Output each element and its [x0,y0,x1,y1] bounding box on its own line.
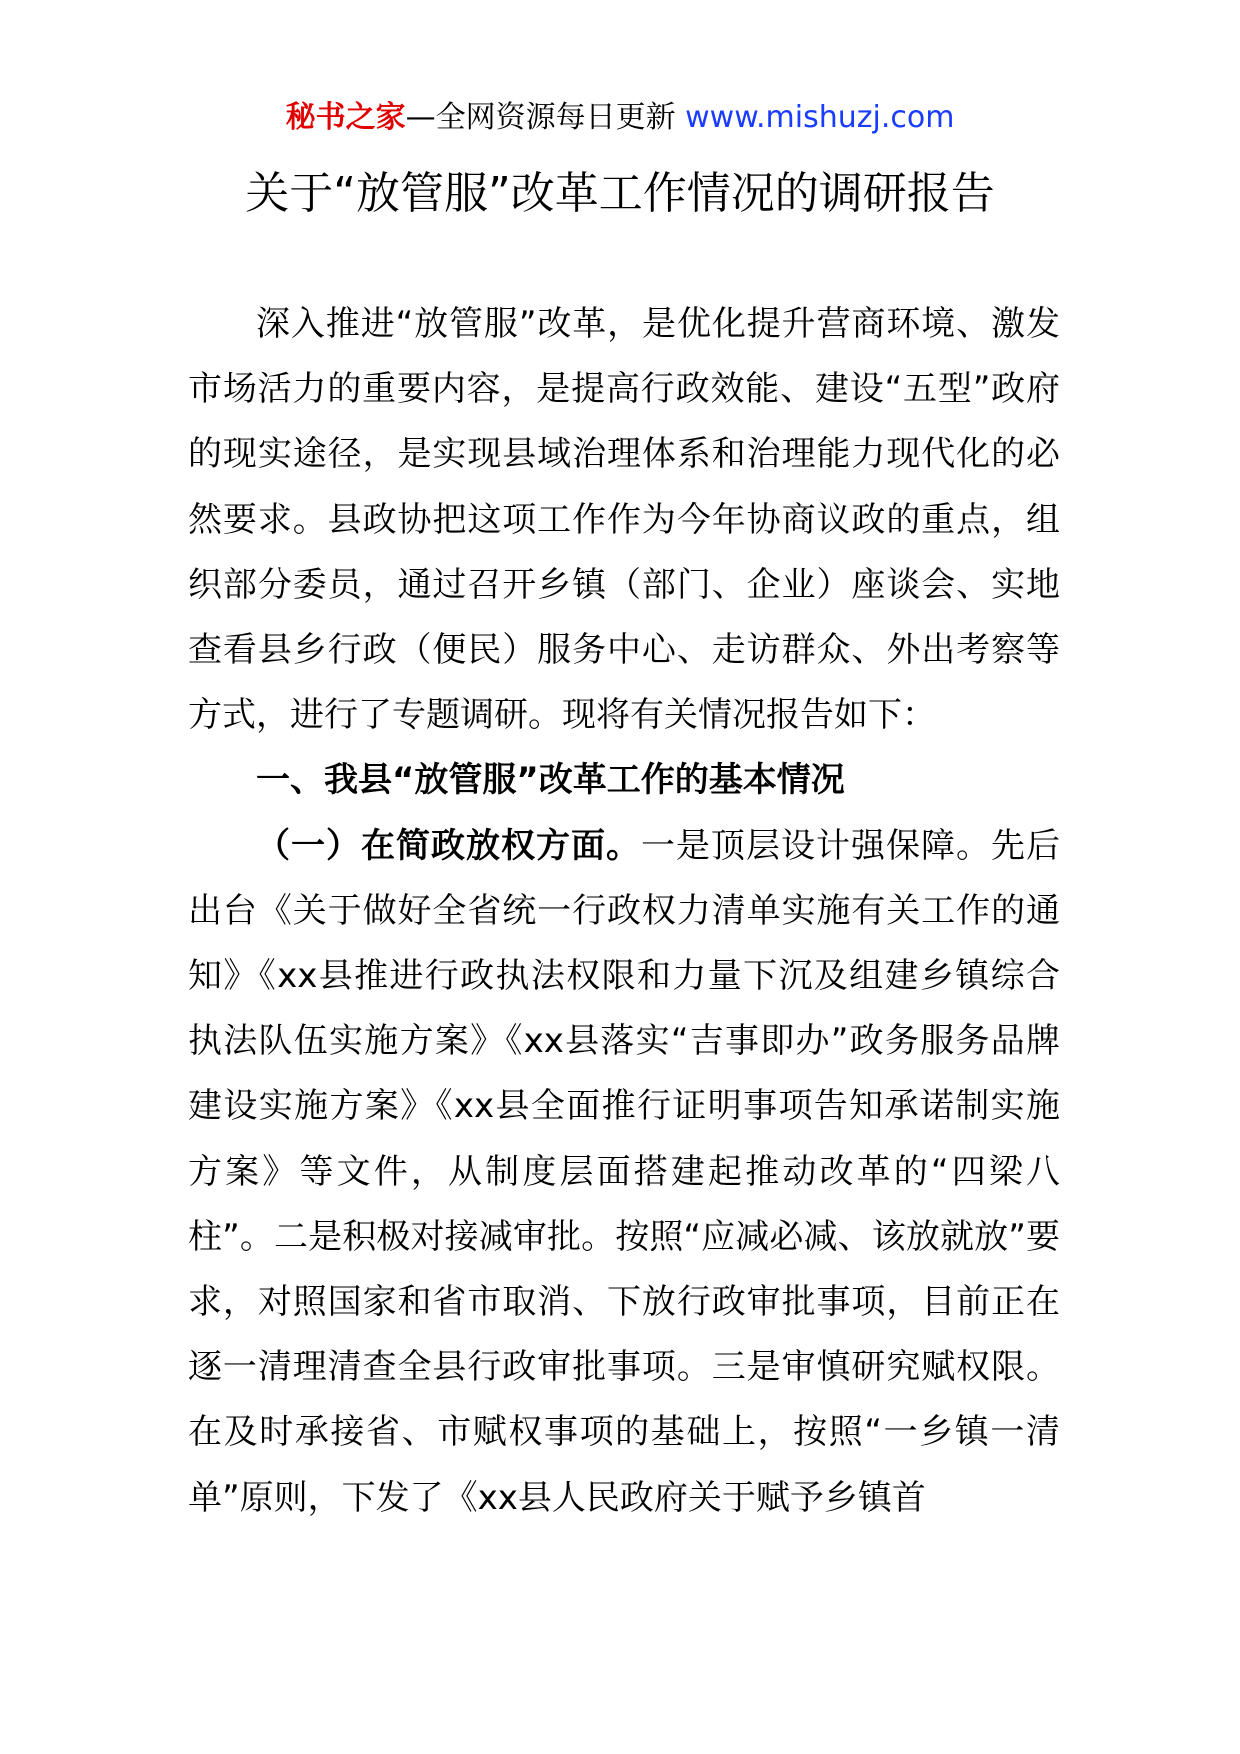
document-body [188,292,1060,1531]
site-brand: 秘书之家 [285,100,406,135]
intro-paragraph: 深入推进“放管服”改革，是优化提升营商环境、激发市场活力的重要内容，是提高行政效能、建设“五型”政府的现实途径，是实现县域治理体系和治理能力现代化的必然要求。县政协把这项工作作为今年协商议政的重点，组织部分委员，通过召开乡镇（部门、企业）座谈会、实地查看县乡行政（便民）服务中心、走访群众、外出考察等方式，进行了专题调研。现将有关情况报告如下： [188,304,1060,736]
document-title: 关于“放管服”改革工作情况的调研报告 [245,168,995,219]
subsection-paragraph [188,814,1060,1531]
section-heading: 一、我县“放管服”改革工作的基本情况 [256,760,845,801]
site-tagline: —全网资源每日更新 [405,100,686,135]
site-header [0,98,1240,138]
site-url[interactable]: www.mishuzj.com [685,100,955,135]
subsection-heading: （一）在简政放权方面。 [256,825,641,866]
subsection-text: 一是顶层设计强保障。先后出台《关于做好全省统一行政权力清单实施有关工作的通知》《xx县推进行政执法权限和力量下沉及组建乡镇综合执法队伍实施方案》《xx县落实“吉事即办”政务服务品牌建设实施方案》《xx县全面推行证明事项告知承诺制实施方案》等文件，从制度层面搭建起推动改革的“四梁八柱”。二是积极对接减审批。按照“应减必减、该放就放”要求，对照国家和省市取消、下放行政审批事项，目前正在逐一清理清查全县行政审批事项。三是审慎研究赋权限。在及时承接省、市赋权事项的基础上，按照“一乡镇一清单”原则，下发了《xx县人民政府关于赋予乡镇首 [188,825,1060,1518]
